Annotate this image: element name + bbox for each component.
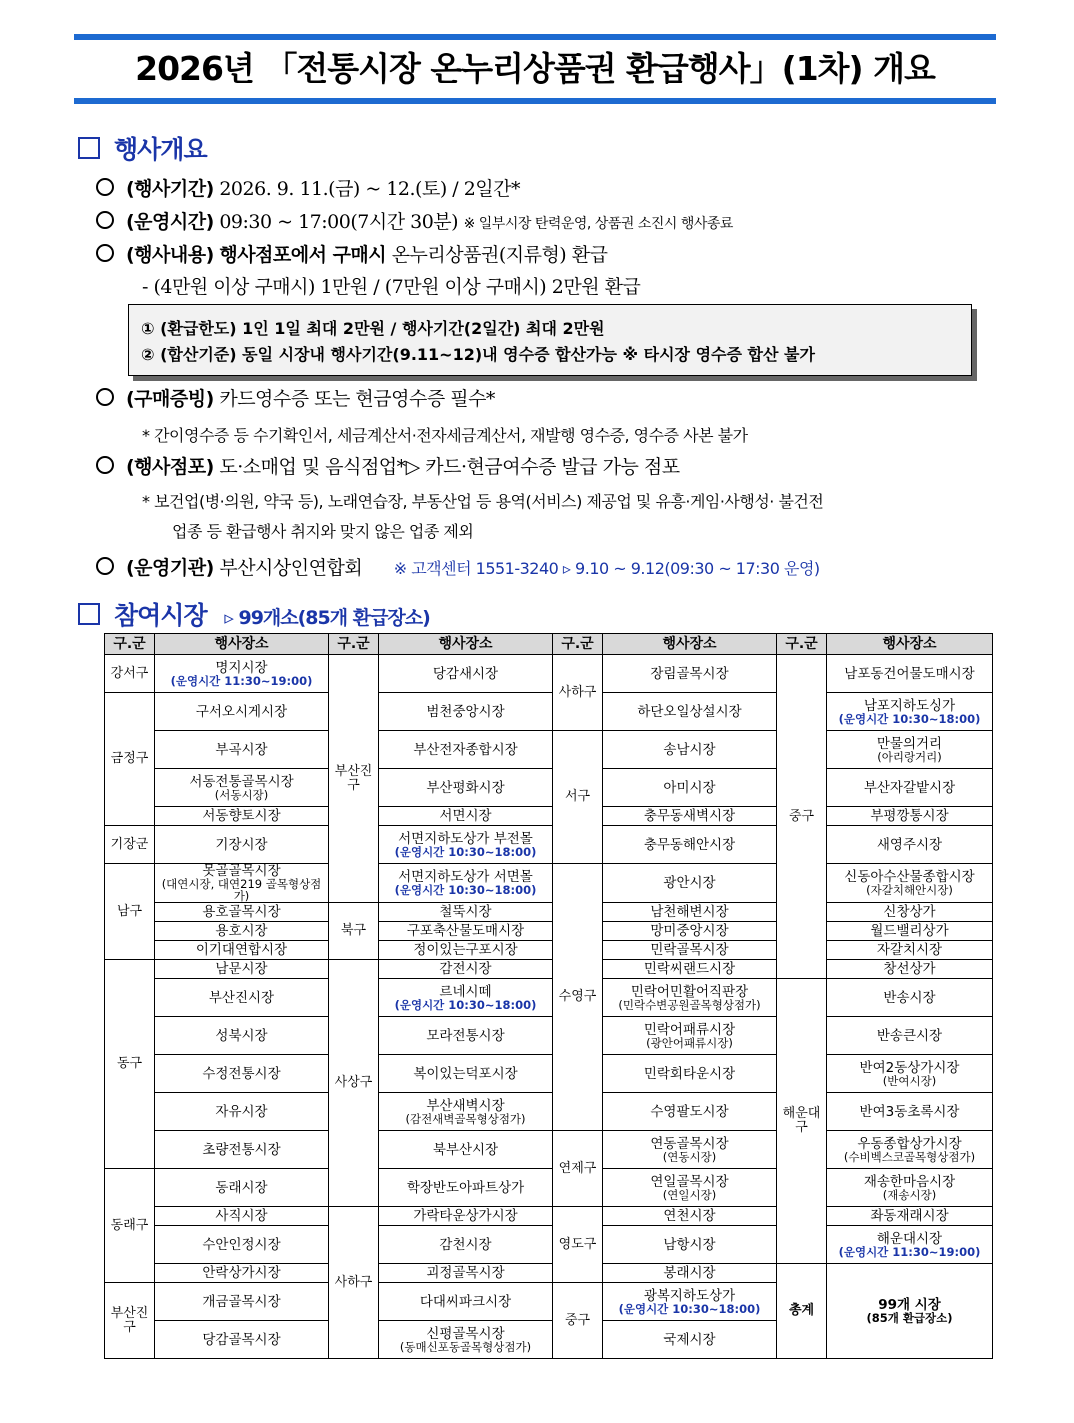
table-row (105, 1093, 993, 1131)
market-cell: 남문시장 (155, 960, 329, 979)
market-cell (827, 693, 993, 731)
market-cell: 학장반도아파트상가 (379, 1169, 553, 1207)
market-cell: 망미중앙시장 (603, 922, 777, 941)
content-label: (행사내용) (126, 244, 214, 266)
stores-note-1: * 보건업(병·의원, 약국 등), 노래연습장, 부동산업 등 용역(서비스) 제공업 및 유흥·게임·사행성· 불건전 (142, 492, 824, 511)
market-subname: (동매신포동골목형상점가) (399, 1339, 532, 1354)
market-hours: (운영시간 10:30~18:00) (394, 997, 537, 1012)
markets-count: ▹ 99개소(85개 환급장소) (224, 607, 430, 629)
market-cell (155, 769, 329, 807)
market-cell: 이기대연합시장 (155, 941, 329, 960)
market-name: 광복지하도상가 (643, 1287, 736, 1304)
header-district: 구.군 (553, 634, 603, 655)
market-cell: 남항시장 (603, 1226, 777, 1264)
district-cell: 사하구 (553, 655, 603, 731)
table-row (105, 1226, 993, 1264)
checkbox-square-icon (78, 603, 100, 625)
market-name: 남포지하도싱가 (863, 697, 956, 714)
org-line (96, 553, 820, 580)
market-cell: 충무동새벽시장 (603, 807, 777, 826)
market-cell: 새영주시장 (827, 826, 993, 864)
circle-bullet-icon (96, 244, 114, 262)
stores-note-2: 업종 등 환급행사 취지와 맞지 않은 업종 제외 (172, 522, 474, 541)
hours-note: ※ 일부시장 탄력운영, 상품권 소진시 행사종료 (463, 216, 733, 232)
market-name: 신동아수산물종합시장 (844, 869, 975, 885)
table-row (105, 979, 993, 1017)
market-hours: (운영시간 10:30~18:00) (838, 711, 981, 726)
market-cell: 반여3동초록시장 (827, 1093, 993, 1131)
market-cell: 범천중앙시장 (379, 693, 553, 731)
proof-value: 카드영수증 또는 현금영수증 필수* (219, 388, 495, 410)
market-cell (603, 979, 777, 1017)
org-label: (운영기관) (126, 557, 214, 579)
market-cell (379, 826, 553, 864)
market-cell: 부산진시장 (155, 979, 329, 1017)
stores-line (96, 452, 680, 479)
period-line (96, 174, 520, 201)
market-cell: 감천시장 (379, 1226, 553, 1264)
table-row (105, 826, 993, 864)
district-cell: 중구 (553, 1283, 603, 1359)
stores-value: 도·소매업 및 음식점업*▷ 카드·현금여수증 발급 가능 점포 (219, 456, 680, 478)
total-label-cell: 총계 (777, 1264, 827, 1359)
market-name: 서면지하도상가 서면몰 (398, 869, 533, 885)
market-cell: 북부산시장 (379, 1131, 553, 1169)
market-subname: (자갈치해안시장) (866, 883, 953, 897)
market-cell: 수정전통시장 (155, 1055, 329, 1093)
limit-line-2: ② (합산기준) 동일 시장내 행사기간(9.11~12)내 영수증 합산가능 ※ 타시장 영수증 합산 불가 (141, 345, 815, 364)
market-cell (379, 1093, 553, 1131)
market-cell: 감전시장 (379, 960, 553, 979)
table-row (105, 807, 993, 826)
market-cell: 용호시장 (155, 922, 329, 941)
period-value: 2026. 9. 11.(금) ~ 12.(토) / 2일간* (219, 178, 521, 200)
table-row (105, 941, 993, 960)
market-cell: 부산전자종합시장 (379, 731, 553, 769)
district-cell: 사하구 (329, 1207, 379, 1359)
header-district: 구.군 (777, 634, 827, 655)
district-cell: 동구 (105, 960, 155, 1169)
market-cell: 민락씨랜드시장 (603, 960, 777, 979)
market-cell: 반송시장 (827, 979, 993, 1017)
market-subname: (민락수변공원골목형상점가) (618, 997, 761, 1012)
market-cell: 민락회타운시장 (603, 1055, 777, 1093)
content-bold: 행사점포에서 구매시 (219, 244, 387, 266)
market-subname: (수비벡스코골목형상점가) (843, 1149, 976, 1164)
header-venue: 행사장소 (827, 634, 993, 655)
market-name: 못골골목시장 (202, 863, 281, 879)
market-cell: 개금골목시장 (155, 1283, 329, 1321)
market-hours: (운영시간 11:30~19:00) (838, 1244, 981, 1259)
market-subname: (연동시장) (662, 1149, 717, 1164)
market-subname: (대연시장, 대연219 골목형상점가) (161, 877, 322, 903)
proof-label: (구매증빙) (126, 388, 214, 410)
district-cell: 강서구 (105, 655, 155, 693)
market-cell: 서면시장 (379, 807, 553, 826)
market-cell: 월드밸리상가 (827, 922, 993, 941)
markets-table (104, 633, 993, 1359)
market-cell: 부평깡통시장 (827, 807, 993, 826)
market-cell: 아미시장 (603, 769, 777, 807)
market-cell (827, 864, 993, 903)
district-cell: 사상구 (329, 960, 379, 1207)
market-cell: 철뚝시장 (379, 903, 553, 922)
market-cell: 가락타운상가시장 (379, 1207, 553, 1226)
market-cell: 구포축산물도매시장 (379, 922, 553, 941)
market-name: 부산새벽시장 (426, 1097, 505, 1114)
market-name: 민락어패류시장 (643, 1021, 736, 1038)
total-value: 99개 시장 (878, 1297, 941, 1313)
district-cell: 서구 (553, 731, 603, 864)
title-bottom-bar (74, 98, 996, 104)
header-district: 구.군 (329, 634, 379, 655)
market-cell (827, 1169, 993, 1207)
section-heading-overview (78, 130, 207, 166)
market-cell: 사직시장 (155, 1207, 329, 1226)
market-cell: 부곡시장 (155, 731, 329, 769)
market-subname: (연일시장) (662, 1187, 717, 1202)
market-cell (827, 1055, 993, 1093)
district-cell: 수영구 (553, 864, 603, 1131)
district-cell: 부산진구 (105, 1283, 155, 1359)
total-subvalue: (85개 환급장소) (866, 1311, 953, 1325)
district-cell: 남구 (105, 864, 155, 960)
header-venue: 행사장소 (155, 634, 329, 655)
market-cell (603, 1131, 777, 1169)
market-cell: 충무동해안시장 (603, 826, 777, 864)
market-name: 서면지하도상가 부전몰 (398, 830, 533, 847)
market-cell: 송남시장 (603, 731, 777, 769)
table-header-row (105, 634, 993, 655)
market-cell: 구서오시게시장 (155, 693, 329, 731)
market-name: 연일골목시장 (650, 1173, 729, 1190)
page-title: 2026년 「전통시장 온누리상품권 환급행사」(1차) 개요 (135, 49, 935, 88)
market-cell: 용호골목시장 (155, 903, 329, 922)
market-name: 명지시장 (215, 659, 268, 676)
header-venue: 행사장소 (379, 634, 553, 655)
district-cell: 영도구 (553, 1207, 603, 1283)
table-row (105, 960, 993, 979)
market-cell: 수영팔도시장 (603, 1093, 777, 1131)
market-cell (827, 1226, 993, 1264)
district-name: 부산진구 (334, 763, 373, 793)
market-name: 연동골목시장 (650, 1135, 729, 1152)
district-cell: 금정구 (105, 693, 155, 826)
district-cell (329, 655, 379, 903)
table-row (105, 1169, 993, 1207)
market-cell (827, 731, 993, 769)
total-value-cell (827, 1264, 993, 1359)
circle-bullet-icon (96, 388, 114, 406)
market-name: 해운대시장 (876, 1230, 943, 1247)
market-cell: 장림골목시장 (603, 655, 777, 693)
market-name: 만물의거리 (876, 735, 943, 752)
market-cell: 광안시장 (603, 864, 777, 903)
market-cell: 창선상가 (827, 960, 993, 979)
market-cell: 연천시장 (603, 1207, 777, 1226)
market-name: 르네시떼 (439, 983, 492, 1000)
refund-limits-box (128, 304, 972, 376)
proof-note: * 간이영수증 등 수기확인서, 세금계산서·전자세금계산서, 재발행 영수증, 영수증 사본 불가 (142, 426, 748, 445)
market-cell: 봉래시장 (603, 1264, 777, 1283)
market-cell: 국제시장 (603, 1321, 777, 1359)
market-cell: 부산자갈밭시장 (827, 769, 993, 807)
market-name: 신평골목시장 (426, 1325, 505, 1342)
market-cell: 부산평화시장 (379, 769, 553, 807)
market-cell: 서동향토시장 (155, 807, 329, 826)
market-cell: 자유시장 (155, 1093, 329, 1131)
market-cell (603, 1017, 777, 1055)
market-subname: (서동시장) (214, 787, 269, 802)
market-cell (827, 1131, 993, 1169)
market-hours: (운영시간 10:30~18:00) (394, 844, 537, 859)
content-value: 온누리상품권(지류형) 환급 (391, 244, 608, 266)
market-cell: 당감새시장 (379, 655, 553, 693)
table-row (105, 922, 993, 941)
market-cell (155, 864, 329, 903)
market-cell: 복이있는덕포시장 (379, 1055, 553, 1093)
market-hours: (운영시간 11:30~19:00) (170, 673, 313, 688)
title-banner (74, 34, 996, 104)
market-cell: 괴정골목시장 (379, 1264, 553, 1283)
market-cell: 안락상가시장 (155, 1264, 329, 1283)
stores-label: (행사점포) (126, 456, 214, 478)
section-title-markets: 참여시장 (114, 601, 207, 630)
market-cell: 자갈치시장 (827, 941, 993, 960)
market-cell (379, 1321, 553, 1359)
market-name: 서동전통골목시장 (189, 773, 294, 790)
hours-label: (운영시간) (126, 211, 214, 233)
market-cell: 당감골목시장 (155, 1321, 329, 1359)
proof-line (96, 384, 495, 411)
circle-bullet-icon (96, 211, 114, 229)
table-row (105, 1055, 993, 1093)
table-row (105, 1017, 993, 1055)
table-row (105, 903, 993, 922)
market-name: 재송한마음시장 (863, 1173, 956, 1190)
market-name: 우동종합상가시장 (857, 1135, 962, 1152)
district-cell: 해운대구 (777, 979, 827, 1264)
header-district: 구.군 (105, 634, 155, 655)
market-subname: (반여시장) (882, 1073, 937, 1088)
market-cell (379, 864, 553, 903)
content-line (96, 240, 607, 267)
market-cell: 정이있는구포시장 (379, 941, 553, 960)
market-cell (603, 1169, 777, 1207)
market-name: 민락어민활어직판장 (630, 983, 749, 1000)
circle-bullet-icon (96, 178, 114, 196)
section-heading-markets (78, 596, 430, 632)
table-row (105, 1207, 993, 1226)
market-subname: (재송시장) (882, 1187, 937, 1202)
market-cell: 기장시장 (155, 826, 329, 864)
district-cell: 기장군 (105, 826, 155, 864)
district-cell: 연제구 (553, 1131, 603, 1207)
market-subname: (감전새벽골목형상점가) (405, 1111, 526, 1126)
table-row (105, 1264, 993, 1283)
market-cell: 성북시장 (155, 1017, 329, 1055)
limit-line-1: ① (환급한도) 1인 1일 최대 2만원 / 행사기간(2일간) 최대 2만원 (141, 319, 605, 338)
market-hours: (운영시간 10:30~18:00) (394, 883, 537, 897)
market-cell: 남천해변시장 (603, 903, 777, 922)
period-label: (행사기간) (126, 178, 214, 200)
market-cell: 하단오일상설시장 (603, 693, 777, 731)
hours-line (96, 207, 733, 234)
section-title-overview: 행사개요 (114, 135, 207, 164)
checkbox-square-icon (78, 137, 100, 159)
circle-bullet-icon (96, 456, 114, 474)
content-detail: - (4만원 이상 구매시) 1만원 / (7만원 이상 구매시) 2만원 환급 (142, 276, 641, 298)
market-cell: 수안인정시장 (155, 1226, 329, 1264)
market-hours: (운영시간 10:30~18:00) (618, 1301, 761, 1316)
market-cell: 초량전통시장 (155, 1131, 329, 1169)
market-subname: (아리랑거리) (877, 749, 942, 764)
district-cell: 북구 (329, 903, 379, 960)
table-row (105, 769, 993, 807)
market-cell: 반송큰시장 (827, 1017, 993, 1055)
header-venue: 행사장소 (603, 634, 777, 655)
market-cell: 민락골목시장 (603, 941, 777, 960)
customer-center-note: ※ 고객센터 1551-3240 ▹ 9.10 ~ 9.12(09:30 ~ 17:30 운영) (393, 559, 820, 578)
hours-value: 09:30 ~ 17:00(7시간 30분) (219, 211, 459, 233)
market-cell: 신창상가 (827, 903, 993, 922)
district-cell: 동래구 (105, 1169, 155, 1283)
table-row (105, 1131, 993, 1169)
market-cell (155, 655, 329, 693)
market-cell (379, 979, 553, 1017)
market-cell: 좌동재래시장 (827, 1207, 993, 1226)
org-value: 부산시상인연합회 (219, 557, 363, 579)
market-name: 반여2동상가시장 (859, 1059, 960, 1076)
market-subname: (광안어패류시장) (646, 1035, 733, 1050)
market-cell: 남포동건어물도매시장 (827, 655, 993, 693)
circle-bullet-icon (96, 557, 114, 575)
table-row (105, 655, 993, 693)
table-row (105, 864, 993, 903)
table-row (105, 731, 993, 769)
table-row (105, 693, 993, 731)
market-cell: 동래시장 (155, 1169, 329, 1207)
market-cell: 모라전통시장 (379, 1017, 553, 1055)
market-cell: 다대씨파크시장 (379, 1283, 553, 1321)
district-cell: 중구 (777, 655, 827, 979)
market-cell (603, 1283, 777, 1321)
